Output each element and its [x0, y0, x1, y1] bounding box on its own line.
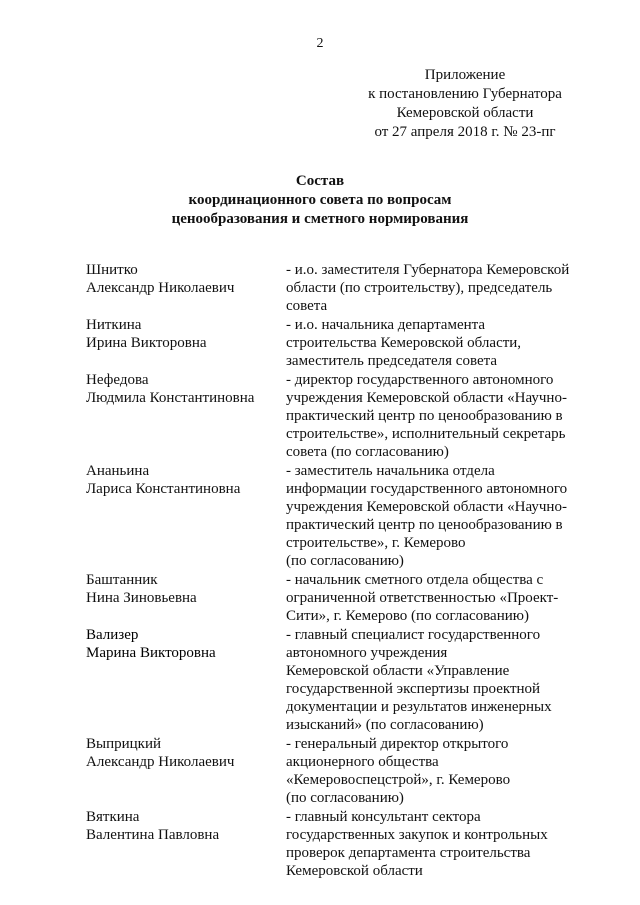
role-line: Сити», г. Кемерово (по согласованию)	[286, 608, 529, 624]
role-line: - главный специалист государственного	[286, 627, 541, 643]
member-role	[286, 316, 576, 370]
member-role	[286, 626, 576, 734]
role-line: строительстве», г. Кемерово	[286, 535, 466, 551]
member-surname: Баштанник	[86, 572, 158, 588]
role-line: изысканий» (по согласованию)	[286, 717, 484, 733]
role-line: области (по строительству), председатель	[286, 280, 553, 296]
member-name	[86, 316, 286, 370]
member-entry	[86, 316, 586, 370]
role-line: - директор государственного автономного	[286, 372, 554, 388]
role-line: учреждения Кемеровской области «Научно-	[286, 499, 567, 515]
role-line: строительства Кемеровской области,	[286, 335, 522, 351]
member-name	[86, 371, 286, 461]
role-line: автономного учреждения	[286, 645, 448, 661]
role-line: Кемеровской области «Управление	[286, 663, 510, 679]
member-entry	[86, 808, 586, 880]
member-surname: Нефедова	[86, 372, 149, 388]
member-given-name: Александр Николаевич	[86, 754, 235, 770]
role-line: (по согласованию)	[286, 790, 404, 806]
member-name	[86, 261, 286, 315]
member-role	[286, 261, 576, 315]
appendix-line: Приложение	[424, 67, 506, 83]
title-line: Состав	[295, 173, 345, 189]
role-line: - и.о. начальника департамента	[286, 317, 486, 333]
member-role	[286, 571, 576, 625]
member-given-name: Валентина Павловна	[86, 827, 220, 843]
member-entry	[86, 261, 586, 315]
role-line: документации и результатов инженерных	[286, 699, 552, 715]
role-line: - и.о. заместителя Губернатора Кемеровской	[286, 262, 570, 278]
member-name	[86, 735, 286, 807]
role-line: (по согласованию)	[286, 553, 404, 569]
role-line: «Кемеровоспецстрой», г. Кемерово	[286, 772, 511, 788]
member-role	[286, 808, 576, 880]
role-line: заместитель председателя совета	[286, 353, 498, 369]
appendix-line: от 27 апреля 2018 г. № 23-пг	[374, 124, 556, 140]
role-line: - главный консультант сектора	[286, 809, 481, 825]
member-role	[286, 462, 576, 570]
member-given-name: Лариса Константиновна	[86, 481, 241, 497]
role-line: - заместитель начальника отдела	[286, 463, 495, 479]
role-line: проверок департамента строительства	[286, 845, 531, 861]
member-given-name: Александр Николаевич	[86, 280, 235, 296]
member-surname: Вяткина	[86, 809, 140, 825]
member-given-name: Людмила Константиновна	[86, 390, 255, 406]
page-number: 2	[316, 36, 324, 51]
role-line: - начальник сметного отдела общества с	[286, 572, 544, 588]
role-line: - генеральный директор открытого	[286, 736, 509, 752]
appendix-heading	[360, 66, 570, 142]
member-surname: Вализер	[86, 627, 139, 643]
member-surname: Выприцкий	[86, 736, 162, 752]
appendix-line: Кемеровской области	[396, 105, 534, 121]
member-entry	[86, 735, 586, 807]
role-line: строительстве», исполнительный секретарь	[286, 426, 566, 442]
member-name	[86, 571, 286, 625]
member-entry	[86, 462, 586, 570]
document-title	[120, 172, 520, 229]
member-entry	[86, 371, 586, 461]
title-line: координационного совета по вопросам	[188, 192, 452, 208]
member-surname: Ананьина	[86, 463, 150, 479]
role-line: информации государственного автономного	[286, 481, 568, 497]
member-given-name: Ирина Викторовна	[86, 335, 207, 351]
appendix-line: к постановлению Губернатора	[368, 86, 562, 102]
role-line: совета	[286, 298, 328, 314]
members-list	[86, 261, 586, 881]
member-name	[86, 808, 286, 880]
member-role	[286, 735, 576, 807]
member-name	[86, 626, 286, 734]
role-line: совета (по согласованию)	[286, 444, 449, 460]
title-line: ценообразования и сметного нормирования	[171, 211, 469, 227]
role-line: учреждения Кемеровской области «Научно-	[286, 390, 567, 406]
member-surname: Шнитко	[86, 262, 138, 278]
role-line: ограниченной ответственностью «Проект-	[286, 590, 559, 606]
member-surname: Ниткина	[86, 317, 142, 333]
role-line: практический центр по ценообразованию в	[286, 408, 563, 424]
member-given-name: Марина Викторовна	[86, 645, 216, 661]
role-line: практический центр по ценообразованию в	[286, 517, 563, 533]
member-entry	[86, 626, 586, 734]
member-role	[286, 371, 576, 461]
role-line: государственной экспертизы проектной	[286, 681, 541, 697]
member-entry	[86, 571, 586, 625]
role-line: государственных закупок и контрольных	[286, 827, 548, 843]
role-line: акционерного общества	[286, 754, 439, 770]
member-given-name: Нина Зиновьевна	[86, 590, 197, 606]
role-line: Кемеровской области	[286, 863, 423, 879]
member-name	[86, 462, 286, 570]
